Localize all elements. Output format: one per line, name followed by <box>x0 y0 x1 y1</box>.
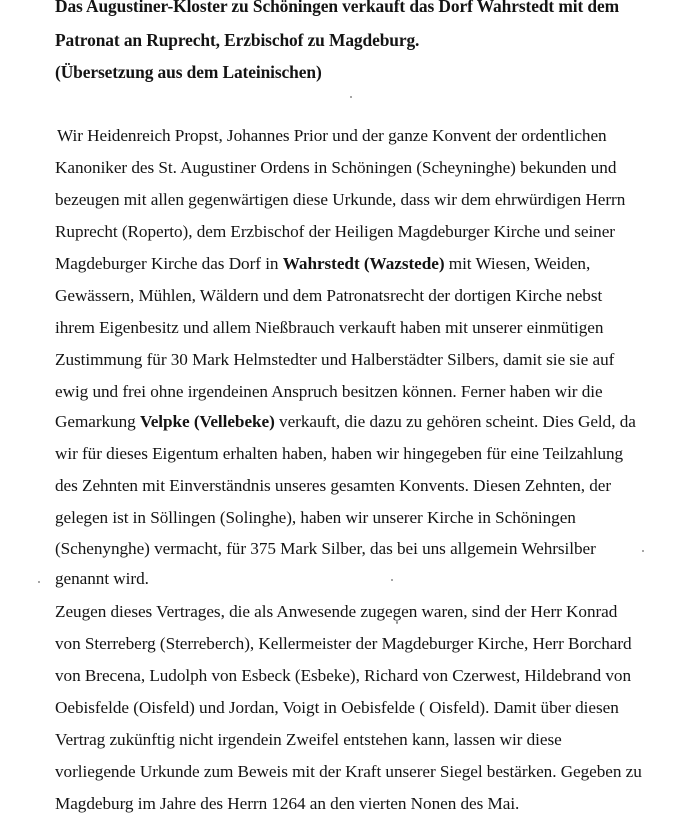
body-line-20: Vertrag zukünftig nicht irgendein Zweifel entstehen kann, lassen wir diese <box>55 730 562 749</box>
scan-speck <box>38 581 40 583</box>
body-line-10 <box>55 412 636 432</box>
body-line-16: Zeugen dieses Vertrages, die als Anwesende zugegen waren, sind der Herr Konrad <box>55 602 618 621</box>
body-line-6: Gewässern, Mühlen, Wäldern und dem Patronatsrecht der dortigen Kirche nebst <box>55 286 603 305</box>
document-title-line-2: Patronat an Ruprecht, Erzbischof zu Magdeburg. <box>55 30 420 50</box>
body-line-1: Wir Heidenreich Propst, Johannes Prior und der ganze Konvent der ordentlichen <box>57 126 607 145</box>
body-line-10-text-b: verkauft, die dazu zu gehören scheint. Dies Geld, da <box>274 412 636 431</box>
body-line-3: bezeugen mit allen gegenwärtigen diese Urkunde, dass wir dem ehrwürdigen Herrn <box>55 190 626 209</box>
scan-speck <box>642 550 644 552</box>
place-name-wahrstedt: Wahrstedt (Wazstede) <box>282 254 445 273</box>
body-line-5-text-a: Magdeburger Kirche das Dorf in <box>55 254 283 273</box>
body-line-15: genannt wird. <box>55 569 149 588</box>
body-line-14: (Schenynghe) vermacht, für 375 Mark Silber, das bei uns allgemein Wehrsilber <box>55 539 596 558</box>
scan-speck <box>396 621 398 624</box>
body-line-12: des Zehnten mit Einverständnis unseres gesamten Konvents. Diesen Zehnten, der <box>55 476 612 495</box>
document-subtitle: (Übersetzung aus dem Lateinischen) <box>55 62 322 82</box>
document-title-line-1: Das Augustiner-Kloster zu Schöningen verkauft das Dorf Wahrstedt mit dem <box>55 0 619 16</box>
body-line-13: gelegen ist in Söllingen (Solinghe), haben wir unserer Kirche in Schöningen <box>55 508 576 527</box>
body-line-22: Magdeburg im Jahre des Herrn 1264 an den vierten Nonen des Mai. <box>55 794 520 813</box>
body-line-21: vorliegende Urkunde zum Beweis mit der Kraft unserer Siegel bestärken. Gegeben zu <box>55 762 642 781</box>
body-line-18: von Brecena, Ludolph von Esbeck (Esbeke), Richard von Czerwest, Hildebrand von <box>55 666 632 685</box>
scan-speck <box>391 579 393 581</box>
body-line-10-text-a: Gemarkung <box>55 412 140 431</box>
body-line-8: Zustimmung für 30 Mark Helmstedter und Halberstädter Silbers, damit sie sie auf <box>55 350 615 369</box>
scan-speck <box>350 96 352 98</box>
body-line-19: Oebisfelde (Oisfeld) und Jordan, Voigt in Oebisfelde ( Oisfeld). Damit über diesen <box>55 698 619 717</box>
place-name-velpke: Velpke (Vellebeke) <box>139 412 275 431</box>
body-line-5-text-b: mit Wiesen, Weiden, <box>444 254 591 273</box>
body-line-17: von Sterreberg (Sterreberch), Kellermeister der Magdeburger Kirche, Herr Borchard <box>55 634 632 653</box>
body-line-9: ewig und frei ohne irgendeinen Anspruch besitzen können. Ferner haben wir die <box>55 382 603 401</box>
body-line-4: Ruprecht (Roperto), dem Erzbischof der Heiligen Magdeburger Kirche und seiner <box>55 222 615 241</box>
body-line-11: wir für dieses Eigentum erhalten haben, haben wir hingegeben für eine Teilzahlung <box>55 444 624 463</box>
body-line-7: ihrem Eigenbesitz und allem Nießbrauch verkauft haben mit unserer einmütigen <box>55 318 604 337</box>
body-line-2: Kanoniker des St. Augustiner Ordens in Schöningen (Scheyninghe) bekunden und <box>55 158 617 177</box>
body-line-5 <box>55 254 590 274</box>
